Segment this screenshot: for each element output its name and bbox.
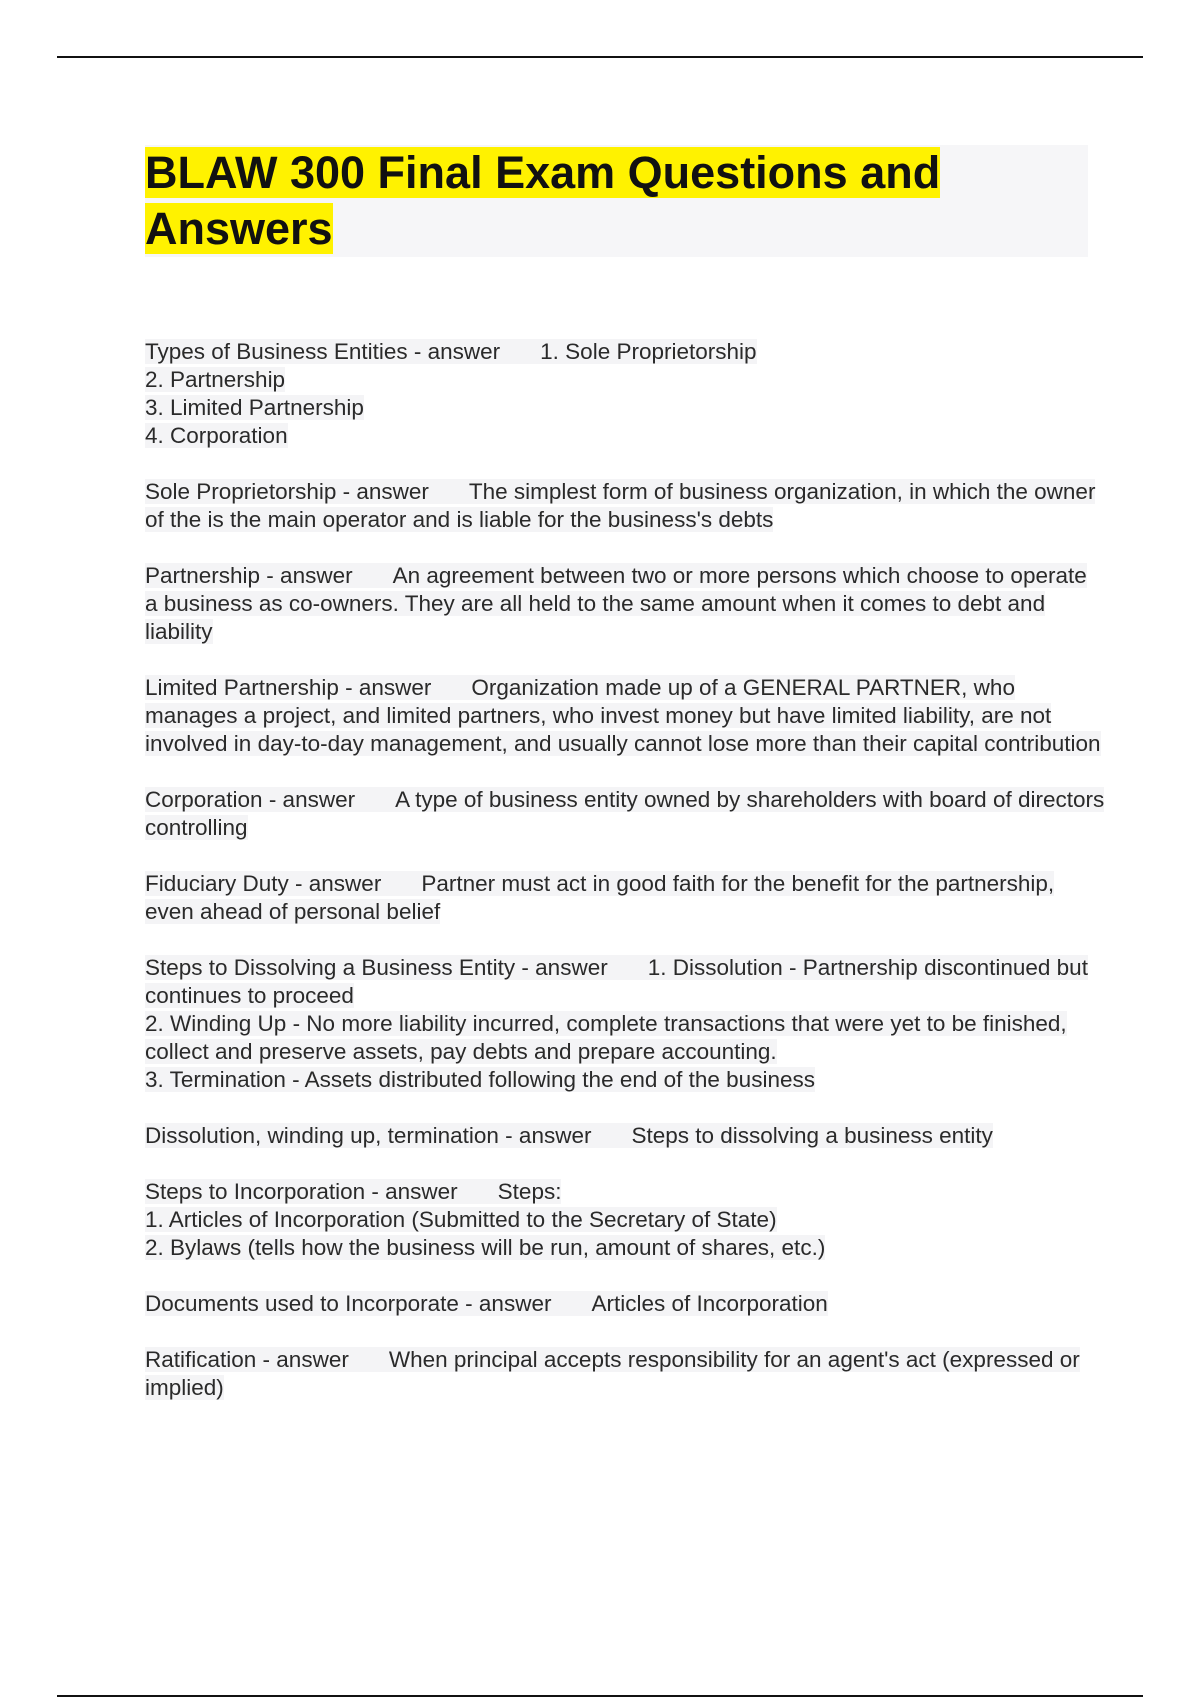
top-rule (57, 56, 1143, 58)
qa-answer: Steps to dissolving a business entity (631, 1123, 993, 1148)
qa-entry (145, 954, 1105, 1094)
qa-entry (145, 1178, 1105, 1262)
qa-term: Fiduciary Duty - answer (145, 871, 382, 896)
qa-answer-line (145, 1010, 1105, 1066)
qa-term: Documents used to Incorporate - answer (145, 1291, 552, 1316)
qa-entry (145, 562, 1105, 646)
qa-answer-line-text: 2. Winding Up - No more liability incurred, complete transactions that were yet to be finished, collect and preserve assets, pay debts and prepare accounting. (145, 1011, 1067, 1064)
qa-entry (145, 674, 1105, 758)
qa-answer: Articles of Incorporation (591, 1291, 828, 1316)
qa-entry (145, 338, 1105, 450)
qa-term: Steps to Dissolving a Business Entity - answer (145, 955, 608, 980)
qa-term: Steps to Incorporation - answer (145, 1179, 458, 1204)
qa-answer: An agreement between two or more persons which choose to operate a business as co-owners. They are all held to the same amount when it comes to debt and liability (145, 563, 1087, 644)
title-block (145, 145, 1088, 257)
qa-first-line (145, 675, 1101, 756)
qa-answer-line-text: 2. Bylaws (tells how the business will be run, amount of shares, etc.) (145, 1235, 826, 1260)
page-title-text: BLAW 300 Final Exam Questions and Answers (145, 147, 941, 254)
qa-first-line (145, 479, 1095, 532)
qa-answer: When principal accepts responsibility for an agent's act (expressed or implied) (145, 1347, 1080, 1400)
qa-answer-line (145, 366, 1105, 394)
qa-first-line (145, 563, 1087, 644)
qa-answer-line (145, 422, 1105, 450)
qa-answer: 1. Sole Proprietorship (540, 339, 757, 364)
qa-answer: Organization made up of a GENERAL PARTNER, who manages a project, and limited partners, who invest money but have limited liability, are not involved in day-to-day management, and usually cannot lose more than their capital contribution (145, 675, 1101, 756)
qa-entry (145, 478, 1105, 534)
qa-first-line (145, 955, 1088, 1008)
qa-first-line (145, 1123, 993, 1148)
qa-answer-line (145, 1206, 1105, 1234)
qa-answer-line-text: 3. Limited Partnership (145, 395, 364, 420)
qa-answer-line-text: 2. Partnership (145, 367, 286, 392)
qa-answer-line-text: 1. Articles of Incorporation (Submitted to the Secretary of State) (145, 1207, 777, 1232)
qa-term: Ratification - answer (145, 1347, 349, 1372)
qa-answer-line-text: 3. Termination - Assets distributed following the end of the business (145, 1067, 815, 1092)
qa-answer-line (145, 1066, 1105, 1094)
qa-entry (145, 870, 1105, 926)
qa-term: Sole Proprietorship - answer (145, 479, 429, 504)
qa-term: Corporation - answer (145, 787, 356, 812)
page-title (145, 145, 1088, 257)
qa-term: Limited Partnership - answer (145, 675, 432, 700)
qa-answer: Steps: (497, 1179, 562, 1204)
qa-entry (145, 1290, 1105, 1318)
qa-entry (145, 786, 1105, 842)
qa-answer-line (145, 394, 1105, 422)
qa-first-line (145, 339, 757, 364)
qa-entry (145, 1346, 1105, 1402)
qa-entry (145, 1122, 1105, 1150)
qa-first-line (145, 1291, 828, 1316)
qa-first-line (145, 787, 1104, 840)
qa-answer-line-text: 4. Corporation (145, 423, 288, 448)
qa-answer-line (145, 1234, 1105, 1262)
qa-answer: The simplest form of business organization, in which the owner of the is the main operator and is liable for the business's debts (145, 479, 1096, 532)
qa-list (145, 338, 1105, 1430)
qa-first-line (145, 871, 1054, 924)
qa-answer: Partner must act in good faith for the benefit for the partnership, even ahead of personal belief (145, 871, 1055, 924)
qa-term: Partnership - answer (145, 563, 353, 588)
qa-first-line (145, 1347, 1080, 1400)
qa-answer: 1. Dissolution - Partnership discontinued but continues to proceed (145, 955, 1088, 1008)
qa-term: Dissolution, winding up, termination - answer (145, 1123, 592, 1148)
bottom-rule (57, 1695, 1143, 1697)
qa-term: Types of Business Entities - answer (145, 339, 501, 364)
qa-first-line (145, 1179, 561, 1204)
qa-answer: A type of business entity owned by shareholders with board of directors controlling (145, 787, 1105, 840)
